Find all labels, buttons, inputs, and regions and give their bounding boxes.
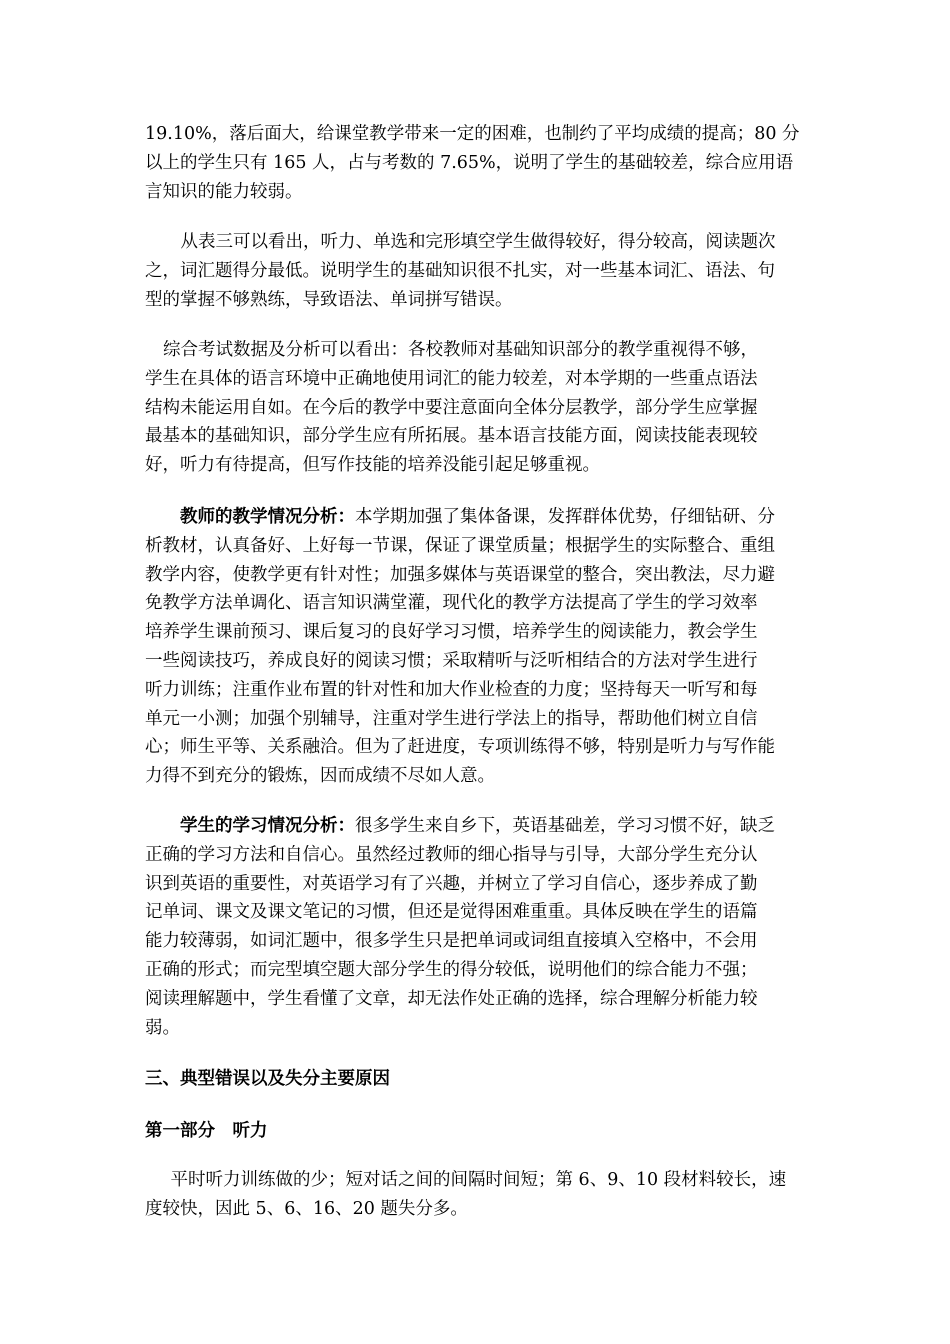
paragraph-comprehensive-analysis — [145, 336, 810, 480]
text-line: 型的掌握不够熟练，导致语法、单词拼写错误。 — [145, 289, 513, 310]
text-line: 综合考试数据及分析可以看出：各校教师对基础知识部分的教学重视得不够， — [163, 340, 758, 360]
text-line: 最基本的基础知识，部分学生应有所拓展。基本语言技能方面，阅读技能表现较 — [145, 426, 758, 447]
text-line: 识到英语的重要性，对英语学习有了兴趣，并树立了学习自信心，逐步养成了勤 — [145, 873, 758, 894]
paragraph-listening — [145, 1166, 810, 1224]
student-analysis-first: 很多学生来自乡下，英语基础差，学习习惯不好，缺乏 — [355, 816, 775, 836]
text-line: 心；师生平等、关系融洽。但为了赶进度，专项训练得不够，特别是听力与写作能 — [145, 737, 775, 758]
text-line: 好，听力有待提高，但写作技能的培养没能引起足够重视。 — [145, 455, 600, 476]
teacher-analysis-first: 本学期加强了集体备课，发挥群体优势，仔细钻研、分 — [355, 507, 775, 527]
paragraph-teacher-analysis — [145, 503, 810, 791]
text-line: 析教材，认真备好、上好每一节课，保证了课堂质量；根据学生的实际整合、重组 — [145, 535, 775, 556]
text-line: 弱。 — [145, 1017, 180, 1038]
subsection-heading: 第一部分 听力 — [145, 1121, 268, 1141]
text-line: 正确的学习方法和自信心。虽然经过教师的细心指导与引导，大部分学生充分认 — [145, 844, 758, 865]
paragraph-score-summary — [145, 120, 810, 206]
text-line: 之，词汇题得分最低。说明学生的基础知识很不扎实，对一些基本词汇、语法、句 — [145, 260, 775, 281]
paragraph-student-analysis — [145, 812, 810, 1042]
section-heading: 三、典型错误以及失分主要原因 — [145, 1069, 390, 1089]
text-line: 19.10%，落后面大，给课堂教学带来一定的困难，也制约了平均成绩的提高；80 分 — [145, 124, 800, 144]
text-line: 单元一小测；加强个别辅导，注重对学生进行学法上的指导，帮助他们树立自信 — [145, 708, 758, 729]
student-analysis-lead: 学生的学习情况分析： — [180, 816, 355, 836]
text-line: 平时听力训练做的少；短对话之间的间隔时间短；第 6、9、10 段材料较长，速 — [153, 1170, 787, 1190]
text-line: 学生在具体的语言环境中正确地使用词汇的能力较差，对本学期的一些重点语法 — [145, 368, 758, 389]
text-line: 能力较薄弱，如词汇题中，很多学生只是把单词或词组直接填入空格中，不会用 — [145, 931, 758, 952]
text-line — [145, 812, 810, 841]
text-line — [145, 503, 810, 532]
text-line: 言知识的能力较弱。 — [145, 181, 303, 202]
text-line: 听力训练；注重作业布置的针对性和加大作业检查的力度；坚持每天一听写和每 — [145, 679, 758, 700]
text-line: 以上的学生只有 165 人，占与考数的 7.65%，说明了学生的基础较差，综合应用语 — [145, 152, 794, 173]
text-line: 教学内容，使教学更有针对性；加强多媒体与英语课堂的整合，突出教法，尽力避 — [145, 564, 775, 585]
text-line: 培养学生课前预习、课后复习的良好学习习惯，培养学生的阅读能力，教会学生 — [145, 622, 758, 643]
text-line: 阅读理解题中，学生看懂了文章，却无法作处正确的选择，综合理解分析能力较 — [145, 988, 758, 1009]
text-line: 免教学方法单调化、语言知识满堂灌，现代化的教学方法提高了学生的学习效率 — [145, 593, 758, 614]
text-line: 一些阅读技巧，养成良好的阅读习惯；采取精听与泛听相结合的方法对学生进行 — [145, 650, 758, 671]
paragraph-table-three — [145, 228, 810, 314]
text-line: 力得不到充分的锻炼，因而成绩不尽如人意。 — [145, 766, 495, 787]
text-line: 结构未能运用自如。在今后的教学中要注意面向全体分层教学，部分学生应掌握 — [145, 397, 758, 418]
text-line: 度较快，因此 5、6、16、20 题失分多。 — [145, 1198, 468, 1219]
text-line: 正确的形式；而完型填空题大部分学生的得分较低，说明他们的综合能力不强； — [145, 959, 758, 980]
teacher-analysis-lead: 教师的教学情况分析： — [180, 507, 355, 527]
text-line: 从表三可以看出，听力、单选和完形填空学生做得较好，得分较高，阅读题次 — [163, 232, 776, 252]
text-line: 记单词、课文及课文笔记的习惯，但还是觉得困难重重。具体反映在学生的语篇 — [145, 902, 758, 923]
